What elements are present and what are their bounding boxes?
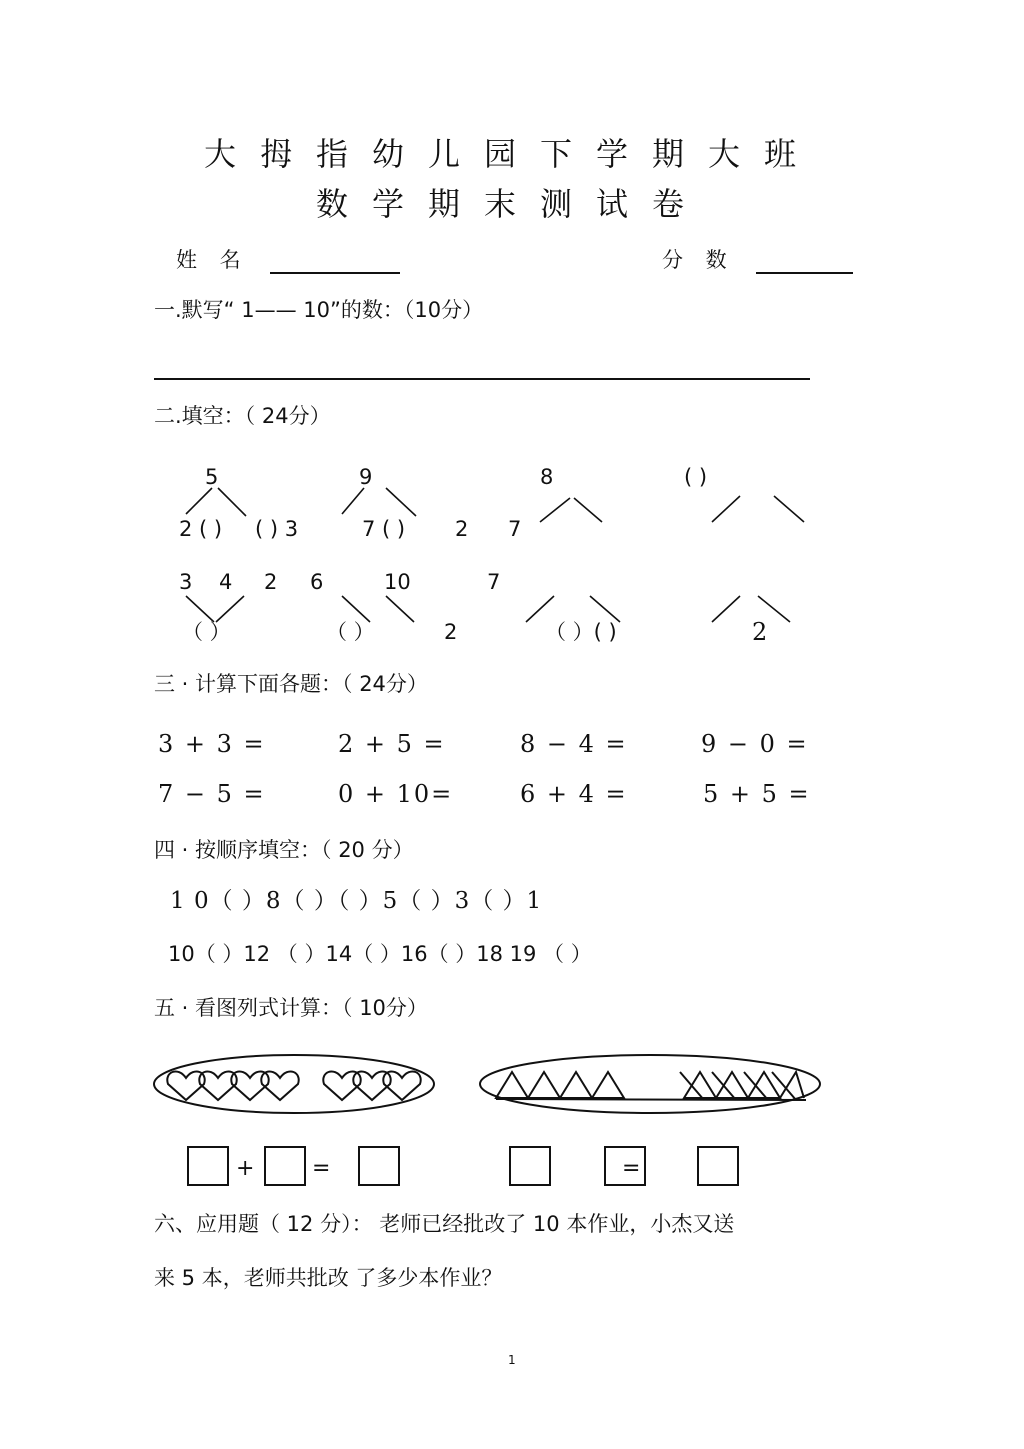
section-2-heading: 二.填空：（ 24分） bbox=[154, 404, 331, 428]
calc-1-2: 2 + 5 = bbox=[338, 730, 446, 758]
answer-box-1[interactable] bbox=[187, 1146, 229, 1186]
section-6-line-1: 六、应用题（ 12 分）： 老师已经批改了 10 本作业，小杰又送 bbox=[154, 1212, 735, 1236]
equals-sign-2: = bbox=[622, 1156, 641, 1181]
title-line-1: 大拇指幼儿园下学期大班 bbox=[203, 135, 820, 173]
bond-h-bottom[interactable]: （ ）( ) bbox=[545, 620, 617, 644]
bond-f-left: 2 bbox=[264, 570, 278, 594]
bond-a-left[interactable]: 2 ( ) bbox=[179, 517, 223, 541]
calc-1-3: 8 − 4 = bbox=[520, 730, 628, 758]
name-label: 姓 名 bbox=[176, 248, 249, 272]
bond-f-right: 6 bbox=[310, 570, 324, 594]
section-1-heading: 一.默写“ 1—— 10”的数：（10分） bbox=[154, 298, 484, 322]
answer-box-2[interactable] bbox=[264, 1146, 306, 1186]
sequence-row-2[interactable]: 10（ ）12 （ ）14（ ）16（ ）18 19 （ ） bbox=[168, 942, 592, 966]
bond-a-right[interactable]: ( ) 3 bbox=[255, 517, 299, 541]
bond-b-left[interactable]: 7 ( ) bbox=[362, 517, 406, 541]
equals-sign: = bbox=[312, 1156, 331, 1181]
bond-a-top: 5 bbox=[205, 465, 219, 489]
calc-2-3: 6 + 4 = bbox=[520, 780, 628, 808]
bond-e-left: 3 bbox=[179, 570, 193, 594]
bond-d-top[interactable]: ( ) bbox=[684, 465, 708, 489]
bond-c-top: 8 bbox=[540, 465, 554, 489]
bond-h-top: 7 bbox=[487, 570, 501, 594]
bond-b-right: 2 bbox=[455, 517, 469, 541]
title-line-2: 数学期末测试卷 bbox=[315, 185, 708, 223]
calc-1-4: 9 − 0 = bbox=[701, 730, 809, 758]
bond-e-bottom[interactable]: （ ） bbox=[182, 620, 231, 644]
bond-g-top: 10 bbox=[384, 570, 411, 594]
score-label: 分 数 bbox=[662, 248, 735, 272]
bond-i-right: 2 bbox=[752, 618, 768, 646]
bond-c-left: 7 bbox=[508, 517, 522, 541]
calc-2-1: 7 − 5 = bbox=[158, 780, 266, 808]
bond-g-right: 2 bbox=[444, 620, 458, 644]
calc-1-1: 3 + 3 = bbox=[158, 730, 266, 758]
calc-2-2: 0 + 10= bbox=[338, 780, 454, 808]
answer-box-4[interactable] bbox=[509, 1146, 551, 1186]
section-3-heading: 三 · 计算下面各题：（ 24分） bbox=[154, 672, 428, 696]
page-number: 1 bbox=[508, 1353, 516, 1367]
section-6-line-2: 来 5 本，老师共批改 了多少本作业？ bbox=[154, 1266, 503, 1290]
answer-box-3[interactable] bbox=[358, 1146, 400, 1186]
bond-e-right: 4 bbox=[219, 570, 233, 594]
bond-f-bottom[interactable]: （ ） bbox=[326, 620, 375, 644]
calc-2-4: 5 + 5 = bbox=[703, 780, 811, 808]
answer-box-6[interactable] bbox=[697, 1146, 739, 1186]
bond-b-top: 9 bbox=[359, 465, 373, 489]
sequence-row-1[interactable]: 1 0（ ）8（ ）（ ）5（ ）3（ ）1 bbox=[170, 888, 543, 914]
plus-sign: + bbox=[236, 1156, 255, 1181]
section-4-heading: 四 · 按顺序填空：（ 20 分） bbox=[154, 838, 414, 862]
section-5-heading: 五 · 看图列式计算：（ 10分） bbox=[154, 996, 428, 1020]
